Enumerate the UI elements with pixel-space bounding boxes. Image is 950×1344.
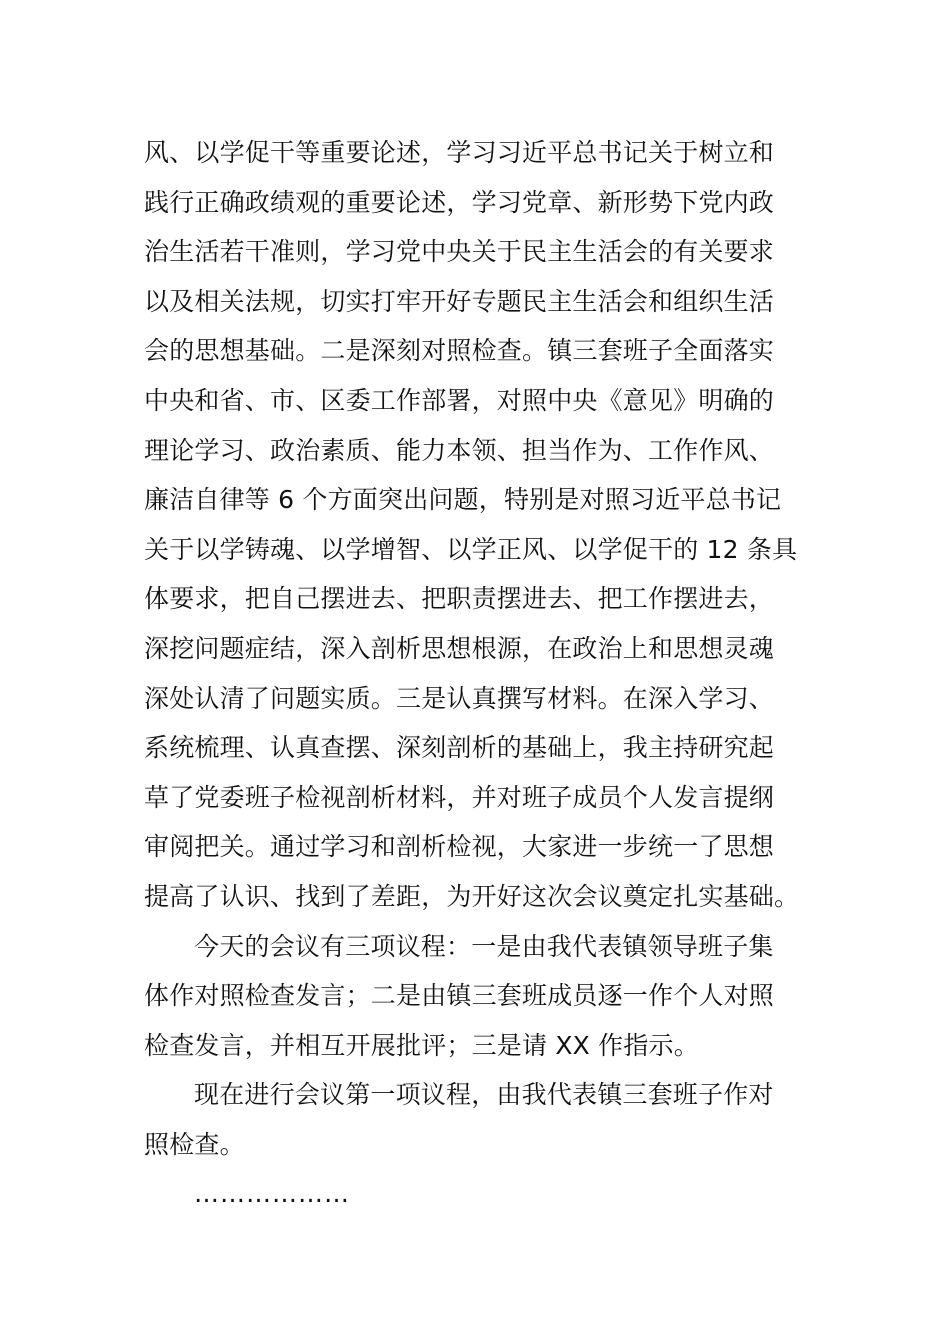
text-line: 深挖问题症结，深入剖析思想根源，在政治上和思想灵魂 <box>144 633 775 663</box>
text-line: 会的思想基础。二是深刻对照检查。镇三套班子全面落实 <box>144 336 775 366</box>
text-line: 深处认清了问题实质。三是认真撰写材料。在深入学习、 <box>144 683 775 713</box>
text-line: 中央和省、市、区委工作部署，对照中央《意见》明确的 <box>144 385 775 415</box>
text-line: 风、以学促干等重要论述，学习习近平总书记关于树立和 <box>144 138 775 167</box>
text-line: 理论学习、政治素质、能力本领、担当作为、工作作风、 <box>144 435 775 465</box>
text-line: 关于以学铸魂、以学增智、以学正风、以学促干的 12 条具 <box>144 534 798 564</box>
text-line: 体作对照检查发言；二是由镇三套班成员逐一作个人对照 <box>144 981 775 1011</box>
text-line: 践行正确政绩观的重要论述，学习党章、新形势下党内政 <box>144 187 775 217</box>
text-line: 廉洁自律等 6 个方面突出问题，特别是对照习近平总书记 <box>144 485 782 515</box>
paragraph-start-line: 今天的会议有三项议程：一是由我代表镇领导班子集 <box>194 931 774 961</box>
text-line: 草了党委班子检视剖析材料，并对班子成员个人发言提纲 <box>144 782 775 812</box>
text-line: 检查发言，并相互开展批评；三是请 XX 作指示。 <box>144 1030 699 1060</box>
paragraph-start-line: 现在进行会议第一项议程，由我代表镇三套班子作对 <box>194 1080 774 1110</box>
text-line: 体要求，把自己摆进去、把职责摆进去、把工作摆进去， <box>144 584 775 614</box>
text-line: 系统梳理、认真查摆、深刻剖析的基础上，我主持研究起 <box>144 733 775 763</box>
text-line: 提高了认识、找到了差距，为开好这次会议奠定扎实基础。 <box>144 881 800 911</box>
document-body <box>144 128 808 1219</box>
text-line: 以及相关法规，切实打牢开好专题民主生活会和组织生活 <box>144 286 775 316</box>
text-line: 治生活若干准则，学习党中央关于民主生活会的有关要求 <box>144 237 775 267</box>
ellipsis-line: ……………… <box>194 1179 350 1209</box>
text-line: 照检查。 <box>144 1129 245 1159</box>
text-line: 审阅把关。通过学习和剖析检视，大家进一步统一了思想 <box>144 832 775 862</box>
